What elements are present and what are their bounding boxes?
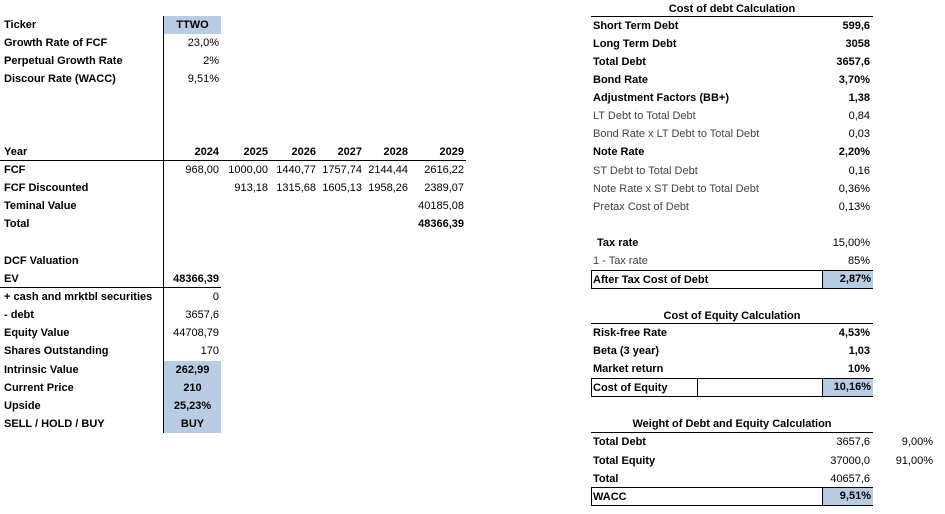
- weight-total-debt-cell[interactable]: 3657,6: [836, 436, 870, 448]
- fcf-discounted-label: FCF Discounted: [4, 182, 89, 194]
- st-ratio-label: ST Debt to Total Debt: [593, 165, 698, 177]
- cash-cell[interactable]: 0: [212, 291, 219, 303]
- weight-total-debt-label: Total Debt: [593, 436, 646, 448]
- signal-label: SELL / HOLD / BUY: [4, 418, 105, 430]
- ev-label: EV: [4, 273, 19, 285]
- fcf-2028[interactable]: 2144,44: [368, 164, 408, 176]
- bond-rate-label: Bond Rate: [593, 74, 648, 86]
- growth-cell[interactable]: 23,0%: [187, 37, 219, 49]
- market-return-cell[interactable]: 10%: [847, 363, 870, 375]
- pretax-cost-label: Pretax Cost of Debt: [593, 201, 689, 213]
- ticker-cell[interactable]: TTWO: [164, 16, 221, 34]
- after-tax-cost-label: After Tax Cost of Debt: [593, 274, 709, 286]
- year-2025: 2025: [243, 146, 268, 158]
- wacc-cell[interactable]: 9,51%: [822, 488, 873, 505]
- fcf-2029[interactable]: 2616,22: [424, 164, 464, 176]
- discount-rate-label: Discour Rate (WACC): [4, 73, 116, 85]
- risk-free-cell[interactable]: 4,53%: [838, 327, 870, 339]
- beta-cell[interactable]: 1,03: [848, 345, 870, 357]
- adjustment-factor-cell[interactable]: 1,38: [848, 92, 870, 104]
- fcfd-2029[interactable]: 2389,07: [424, 182, 464, 194]
- current-price-label: Current Price: [4, 382, 74, 394]
- intrinsic-value-cell[interactable]: 262,99: [164, 361, 221, 379]
- weight-total-equity-label: Total Equity: [593, 455, 656, 467]
- one-minus-tax-cell[interactable]: 85%: [847, 255, 870, 267]
- cost-of-debt-title: Cost of debt Calculation: [668, 3, 796, 15]
- adjustment-factor-label: Adjustment Factors (BB+): [593, 92, 729, 104]
- cost-of-equity-label: Cost of Equity: [593, 382, 668, 394]
- lt-debt-label: Long Term Debt: [593, 38, 677, 50]
- risk-free-label: Risk-free Rate: [593, 327, 667, 339]
- year-2029: 2029: [439, 146, 464, 158]
- shares-outstanding-label: Shares Outstanding: [4, 345, 109, 357]
- fcfd-2028[interactable]: 1958,26: [368, 182, 408, 194]
- st-debt-label: Short Term Debt: [593, 20, 679, 32]
- st-ratio-cell[interactable]: 0,16: [848, 165, 870, 177]
- wacc-label: WACC: [593, 491, 627, 503]
- note-rate-label: Note Rate: [593, 146, 645, 158]
- total-label: Total: [4, 218, 30, 230]
- st-debt-cell[interactable]: 599,6: [842, 20, 870, 32]
- year-2027: 2027: [337, 146, 362, 158]
- weight-total-equity-cell[interactable]: 37000,0: [830, 455, 870, 467]
- fcf-2024[interactable]: 968,00: [185, 164, 219, 176]
- ev-cell[interactable]: 48366,39: [173, 273, 219, 285]
- fcfd-2027[interactable]: 1605,13: [322, 182, 362, 194]
- weight-total-label: Total: [593, 473, 619, 485]
- equity-value-label: Equity Value: [4, 327, 70, 339]
- dcf-valuation-label: DCF Valuation: [4, 255, 79, 267]
- weight-total-cell[interactable]: 40657,6: [830, 473, 870, 485]
- terminal-value-label: Teminal Value: [4, 200, 77, 212]
- cost-of-equity-title: Cost of Equity Calculation: [663, 310, 801, 322]
- perp-growth-label: Perpetual Growth Rate: [4, 55, 123, 67]
- total-debt-label: Total Debt: [593, 56, 646, 68]
- upside-cell[interactable]: 25,23%: [164, 397, 221, 415]
- after-tax-cost-cell[interactable]: 2,87%: [822, 271, 873, 288]
- total-cell[interactable]: 48366,39: [418, 218, 464, 230]
- lt-ratio-cell[interactable]: 0,84: [848, 110, 870, 122]
- weights-title: Weight of Debt and Equity Calculation: [632, 418, 832, 430]
- tax-rate-label: Tax rate: [597, 237, 639, 249]
- equity-value-cell[interactable]: 44708,79: [173, 327, 219, 339]
- fcfd-2025[interactable]: 913,18: [234, 182, 268, 194]
- note-rate-cell[interactable]: 2,20%: [838, 146, 870, 158]
- weight-debt-pct-cell[interactable]: 9,00%: [901, 436, 933, 448]
- year-2028: 2028: [383, 146, 408, 158]
- note-weighted-label: Note Rate x ST Debt to Total Debt: [593, 183, 759, 195]
- total-debt-cell[interactable]: 3657,6: [836, 56, 870, 68]
- ticker-label: Ticker: [4, 19, 37, 31]
- cash-label: + cash and mrktbl securities: [4, 291, 153, 303]
- pretax-cost-cell[interactable]: 0,13%: [838, 201, 870, 213]
- discount-rate-cell[interactable]: 9,51%: [187, 73, 219, 85]
- cost-of-equity-cell[interactable]: 10,16%: [822, 379, 873, 396]
- year-label: Year: [4, 146, 28, 158]
- year-2026: 2026: [291, 146, 316, 158]
- lt-debt-cell[interactable]: 3058: [845, 38, 870, 50]
- beta-label: Beta (3 year): [593, 345, 660, 357]
- market-return-label: Market return: [593, 363, 664, 375]
- intrinsic-value-label: Intrinsic Value: [4, 364, 79, 376]
- fcf-2026[interactable]: 1440,77: [276, 164, 316, 176]
- shares-outstanding-cell[interactable]: 170: [200, 345, 219, 357]
- perp-growth-cell[interactable]: 2%: [203, 55, 219, 67]
- weight-equity-pct-cell[interactable]: 91,00%: [895, 455, 933, 467]
- debt-label: - debt: [4, 309, 34, 321]
- fcf-2027[interactable]: 1757,74: [322, 164, 362, 176]
- lt-ratio-label: LT Debt to Total Debt: [593, 110, 696, 122]
- bond-rate-cell[interactable]: 3,70%: [838, 74, 870, 86]
- cost-of-equity-divider: [697, 378, 698, 397]
- year-2024: 2024: [194, 146, 219, 158]
- debt-cell[interactable]: 3657,6: [185, 309, 219, 321]
- current-price-cell[interactable]: 210: [164, 379, 221, 397]
- fcfd-2026[interactable]: 1315,68: [276, 182, 316, 194]
- note-weighted-cell[interactable]: 0,36%: [838, 183, 870, 195]
- signal-cell[interactable]: BUY: [164, 415, 221, 433]
- tax-rate-cell[interactable]: 15,00%: [832, 237, 870, 249]
- terminal-value-cell[interactable]: 40185,08: [418, 200, 464, 212]
- fcf-label: FCF: [4, 164, 26, 176]
- one-minus-tax-label: 1 - Tax rate: [593, 255, 648, 267]
- bond-weighted-cell[interactable]: 0,03: [848, 128, 870, 140]
- growth-label: Growth Rate of FCF: [4, 37, 108, 49]
- upside-label: Upside: [4, 400, 41, 412]
- bond-weighted-label: Bond Rate x LT Debt to Total Debt: [593, 128, 760, 140]
- fcf-2025[interactable]: 1000,00: [228, 164, 268, 176]
